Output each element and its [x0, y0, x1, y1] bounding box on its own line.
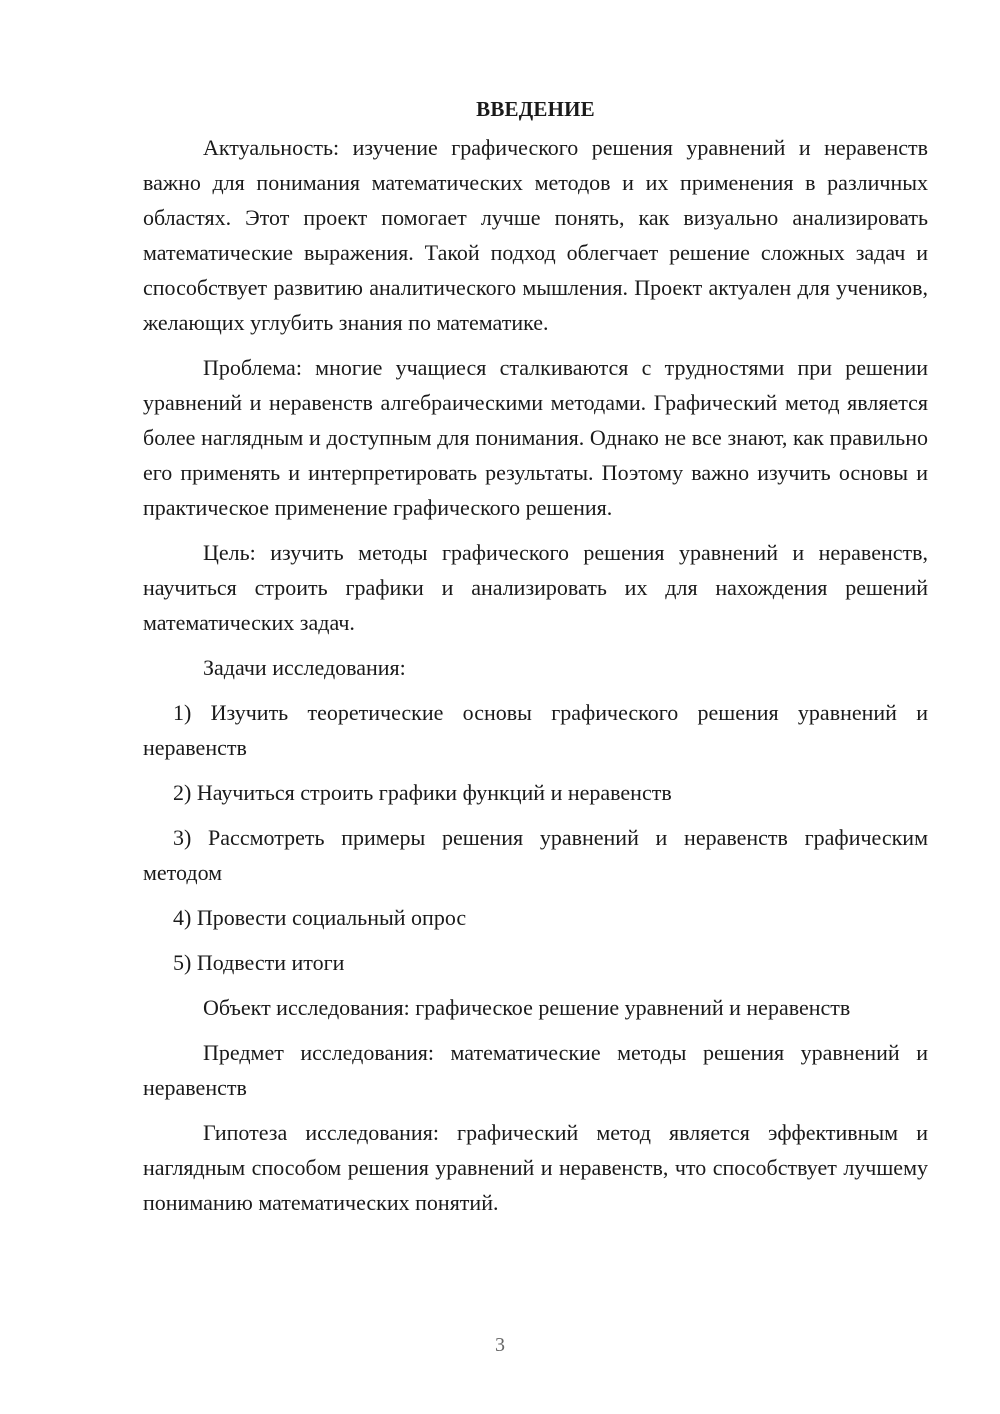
- paragraph-problem: Проблема: многие учащиеся сталкиваются с трудностями при решении уравнений и неравенств алгебраическими методами. Графический метод является более наглядным и доступным для понимания. Однако не все знают, как правильно его применять и интерпретировать результаты. Поэтому важно изучить основы и практическое применение графического решения.: [143, 355, 928, 520]
- tasks-heading: Задачи исследования:: [203, 655, 406, 680]
- paragraph-relevance: Актуальность: изучение графического решения уравнений и неравенств важно для понимания математических методов и их применения в различных областях. Этот проект помогает лучше понять, как визуально анализировать математические выражения. Такой подход облегчает решение сложных задач и способствует развитию аналитического мышления. Проект актуален для учеников, желающих углубить знания по математике.: [143, 135, 928, 335]
- task-item: 3) Рассмотреть примеры решения уравнений и неравенств графическим методом: [143, 825, 928, 885]
- paragraph-hypothesis: Гипотеза исследования: графический метод является эффективным и наглядным способом решения уравнений и неравенств, что способствует лучшему пониманию математических понятий.: [143, 1120, 928, 1215]
- paragraph-subject: Предмет исследования: математические методы решения уравнений и неравенств: [143, 1040, 928, 1100]
- task-item: 4) Провести социальный опрос: [173, 905, 467, 930]
- page-number: 3: [495, 1334, 505, 1356]
- paragraph-goal: Цель: изучить методы графического решения уравнений и неравенств, научиться строить графики и анализировать их для нахождения решений математических задач.: [143, 540, 928, 635]
- task-item: 5) Подвести итоги: [173, 950, 345, 975]
- section-title: ВВЕДЕНИЕ: [476, 97, 595, 121]
- task-item: 2) Научиться строить графики функций и неравенств: [173, 780, 672, 805]
- paragraph-object: Объект исследования: графическое решение уравнений и неравенств: [203, 995, 851, 1020]
- task-item: 1) Изучить теоретические основы графического решения уравнений и неравенств: [143, 700, 928, 760]
- page-content: [143, 92, 928, 1230]
